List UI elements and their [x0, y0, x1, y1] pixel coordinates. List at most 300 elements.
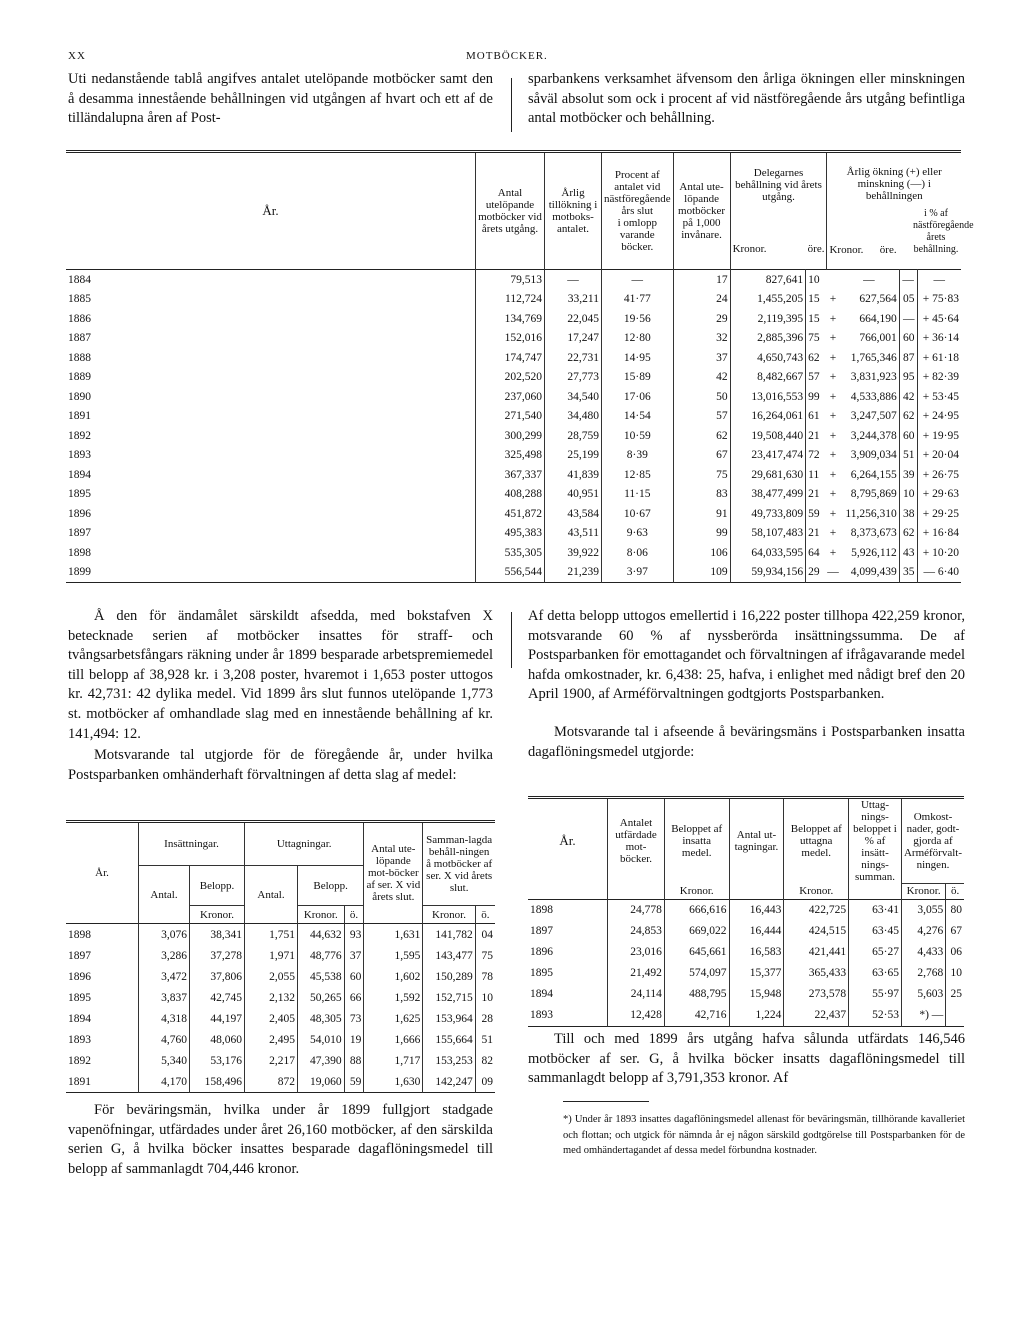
- table-row: [66, 1050, 495, 1071]
- table-cell: 3,831,923: [850, 371, 897, 384]
- table-cell: 15·89: [602, 368, 674, 388]
- table-cell: 1,592: [364, 987, 423, 1008]
- table-cell: 12,428: [608, 1005, 665, 1027]
- table-cell: 1895: [68, 488, 91, 501]
- table-cell: 11,256,310: [845, 507, 897, 520]
- table-cell: 424,515: [784, 921, 849, 942]
- table-cell: 87: [899, 348, 917, 368]
- table-row: [66, 407, 961, 427]
- table-cell: 50,265: [298, 987, 345, 1008]
- table-cell: 872: [245, 1071, 298, 1093]
- table-cell: 2,495: [245, 1029, 298, 1050]
- table-cell: 60: [344, 966, 364, 987]
- table-cell: —: [899, 270, 917, 290]
- table-cell: 150,289: [423, 966, 475, 987]
- table-cell: 48,060: [190, 1029, 245, 1050]
- table-cell: 141,782: [423, 924, 475, 946]
- table-cell: 10: [806, 270, 827, 290]
- table-row: [66, 1008, 495, 1029]
- table-cell: 1893: [530, 1009, 553, 1021]
- table-cell: 43: [899, 543, 917, 563]
- series-x-table: År. Insättningar. Uttagningar. Antal ute-löpande mot-böcker af ser. X vid årets slut. Samman-lagda behåll-ningen å motböcker af ser. X vid årets slut. Antal. Belopp. Antal. Belopp. Kronor. Kronor. ö. Kronor. ö. 1898 3,076 38,341 1,751 44,632 93 1,631 141,782 04 1897 3,286 37,278 1,971 48,776 37 1,595 143,477 75 1896 3,472 37,806 2,055 45,538 60 1,602 150,289 78 1895 3,837 42,745 2,132 50,265 66 1,592 152,715 10 1894 4,318 44,197 2,405 48,305 73 1,625 153,964 28 1893 4,760 48,060 2,495 54,010 19 1,666 155,664 51 1892 5,340 53,176 2,217 47,390 88 1,717 153,253 82 1891 4,170 158,496 872 19,060 59 1,630 142,247 09: [66, 820, 495, 1093]
- table-cell: 45,538: [298, 966, 345, 987]
- table-cell: 62: [806, 348, 827, 368]
- table-row: [66, 524, 961, 544]
- table-cell: 37: [344, 945, 364, 966]
- table-cell: 62: [673, 426, 730, 446]
- table-cell: 21,492: [608, 963, 665, 984]
- table-cell: 1,630: [364, 1071, 423, 1093]
- table-cell: 666,616: [664, 899, 729, 921]
- table-cell: + 53·45: [917, 387, 961, 407]
- table-row: [66, 465, 961, 485]
- kronor-label: Kronor.: [732, 243, 767, 255]
- ore-label: öre.: [807, 243, 825, 255]
- table-cell: + 61·18: [917, 348, 961, 368]
- table-cell: 37: [673, 348, 730, 368]
- para-right-3: Till och med 1899 års utgång hafva sålunda utfärdats 146,546 motböcker af ser. G, å hvilka böcker insatts dagaflöningsmedel till sammanlagdt belopp af 3,791,353 kronor. Af: [528, 1031, 965, 1087]
- table-cell: 271,540: [476, 407, 545, 427]
- motbocker-table: [66, 150, 974, 583]
- table-cell: 1887: [68, 332, 91, 345]
- table-cell: 365,433: [784, 963, 849, 984]
- table-row: [66, 924, 495, 946]
- table-row: [66, 290, 961, 310]
- table-cell: +: [829, 468, 837, 481]
- table-cell: 32: [673, 329, 730, 349]
- table-row: [528, 942, 964, 963]
- table-cell: 535,305: [476, 543, 545, 563]
- table-cell: 16,583: [729, 942, 784, 963]
- footnote-rule: [563, 1101, 649, 1102]
- table-cell: 23,016: [608, 942, 665, 963]
- table-cell: 10: [899, 485, 917, 505]
- table-cell: 33,211: [545, 290, 602, 310]
- col-change: Årlig ökning (+) eller minskning (—) i behållningen Kronor. öre. i % af nästföregående årets behållning.: [827, 152, 961, 270]
- col-percent: Procent af antalet vid nästföregående års slut i omlopp varande böcker.: [602, 152, 674, 270]
- table-cell: —: [602, 270, 674, 290]
- table-cell: + 75·83: [917, 290, 961, 310]
- table-cell: 556,544: [476, 563, 545, 583]
- table-cell: 10·67: [602, 504, 674, 524]
- table-cell: 49,733,809: [730, 504, 806, 524]
- table-cell: 52·53: [849, 1005, 902, 1027]
- table-cell: 8,795,869: [850, 488, 897, 501]
- table-cell: 50: [673, 387, 730, 407]
- table-cell: 1,602: [364, 966, 423, 987]
- table-cell: 88: [344, 1050, 364, 1071]
- table-cell: 109: [673, 563, 730, 583]
- table-cell: 3,837: [139, 987, 190, 1008]
- table-cell: 24: [673, 290, 730, 310]
- table-cell: 1893: [68, 449, 91, 462]
- table-cell: 1,224: [729, 1005, 784, 1027]
- table-cell: 38: [899, 504, 917, 524]
- table-cell: + 19·95: [917, 426, 961, 446]
- table-row: [66, 1029, 495, 1050]
- table-cell: 29,681,630: [730, 465, 806, 485]
- table-cell: 9·63: [602, 524, 674, 544]
- intro-left: Uti nedanstående tablå angifves antalet utelöpande motböcker samt den å desamma innestående behållningen vid utgången af hvart och ett af de tilländalupna åren af Post-: [68, 71, 493, 127]
- table-cell: 1898: [68, 928, 91, 941]
- table-cell: 1896: [68, 507, 91, 520]
- table-cell: 24,114: [608, 984, 665, 1005]
- table-cell: 3,076: [139, 924, 190, 946]
- col-count: Antal utelöpande motböcker vid årets utgång.: [476, 152, 545, 270]
- table-cell: 57: [806, 368, 827, 388]
- table-cell: 4,433: [901, 942, 945, 963]
- table-cell: +: [829, 410, 837, 423]
- table-cell: 2,119,395: [730, 309, 806, 329]
- table-cell: 1,971: [245, 945, 298, 966]
- table-cell: 17: [673, 270, 730, 290]
- table-cell: 8,482,667: [730, 368, 806, 388]
- table-row: [66, 309, 961, 329]
- table-cell: 10: [475, 987, 495, 1008]
- table-cell: 63·45: [849, 921, 902, 942]
- table-cell: +: [829, 546, 837, 559]
- table-cell: 72: [806, 446, 827, 466]
- table-cell: 75: [475, 945, 495, 966]
- table-cell: 51: [899, 446, 917, 466]
- table-cell: 60: [899, 329, 917, 349]
- table-cell: 59: [806, 504, 827, 524]
- intro-right: sparbankens verksamhet äfvensom den årliga ökningen eller minskningen såväl absolut som ock i procent af vid nästföregående års utgång befintliga antal motböcker och behållning.: [528, 71, 965, 127]
- table-cell: 2,132: [245, 987, 298, 1008]
- table-cell: +: [829, 390, 837, 403]
- table-cell: 202,520: [476, 368, 545, 388]
- table-cell: 58,107,483: [730, 524, 806, 544]
- table-cell: 12·80: [602, 329, 674, 349]
- table-cell: 1891: [68, 410, 91, 423]
- table-row: [528, 963, 964, 984]
- table-cell: 1899: [68, 566, 91, 579]
- table-cell: 37,278: [190, 945, 245, 966]
- table-cell: 152,715: [423, 987, 475, 1008]
- table-cell: 06: [946, 942, 964, 963]
- table-cell: 237,060: [476, 387, 545, 407]
- table-cell: 1891: [68, 1075, 91, 1088]
- table-cell: 2,885,396: [730, 329, 806, 349]
- table-row: [528, 899, 964, 921]
- table-cell: 60: [899, 426, 917, 446]
- table-cell: 29: [673, 309, 730, 329]
- table-row: [66, 329, 961, 349]
- table-cell: 17·06: [602, 387, 674, 407]
- table-cell: 1896: [530, 946, 553, 958]
- table-row: [66, 387, 961, 407]
- table-cell: + 26·75: [917, 465, 961, 485]
- table-cell: 106: [673, 543, 730, 563]
- table-cell: 1898: [530, 904, 553, 916]
- table-cell: 21,239: [545, 563, 602, 583]
- table-row: [66, 966, 495, 987]
- table-cell: 53,176: [190, 1050, 245, 1071]
- table-cell: 5,926,112: [851, 546, 897, 559]
- column-divider: [511, 78, 512, 132]
- table-cell: 1892: [68, 429, 91, 442]
- table-cell: 1895: [530, 967, 553, 979]
- table-row: [66, 543, 961, 563]
- table-cell: 174,747: [476, 348, 545, 368]
- table-cell: 40,951: [545, 485, 602, 505]
- table-cell: 143,477: [423, 945, 475, 966]
- table-cell: + 82·39: [917, 368, 961, 388]
- table-cell: 4,099,439: [850, 566, 897, 579]
- table-cell: 4,533,886: [850, 390, 897, 403]
- table-cell: 1884: [68, 273, 91, 286]
- table-row: [66, 270, 961, 290]
- table-cell: 1,666: [364, 1029, 423, 1050]
- table-row: [66, 485, 961, 505]
- table-cell: 11·15: [602, 485, 674, 505]
- table-cell: 1,765,346: [850, 351, 897, 364]
- table-cell: [827, 270, 839, 290]
- table-cell: —: [545, 270, 602, 290]
- table-cell: 48,305: [298, 1008, 345, 1029]
- table-cell: 61: [806, 407, 827, 427]
- table-cell: 19,508,440: [730, 426, 806, 446]
- table-cell: + 29·25: [917, 504, 961, 524]
- footnote: *) Under år 1893 insattes dagaflöningsmedel allenast för beväringsmän, tillhörande kavalleriet och flottan; och utgick för nämnda år ej någon särskild godtgörelse till Postsparbanken för de med omhändertagandet af dessa medel förbundna kostnader.: [563, 1114, 965, 1156]
- table-cell: 422,725: [784, 899, 849, 921]
- table-cell: 3·97: [602, 563, 674, 583]
- table-cell: 39: [899, 465, 917, 485]
- table-cell: — 6·40: [917, 563, 961, 583]
- page-number: XX: [68, 50, 86, 62]
- col-increase: Årlig tillökning i motboks-antalet.: [545, 152, 602, 270]
- table-cell: 2,405: [245, 1008, 298, 1029]
- table-cell: 24,778: [608, 899, 665, 921]
- col-per1000: Antal ute-löpande motböcker på 1,000 invånare.: [673, 152, 730, 270]
- table-cell: —: [827, 566, 839, 579]
- table-cell: + 10·20: [917, 543, 961, 563]
- col-year: År.: [66, 152, 476, 270]
- table-cell: 495,383: [476, 524, 545, 544]
- table-row: [528, 1005, 964, 1027]
- table-cell: 4,650,743: [730, 348, 806, 368]
- table-cell: 44,632: [298, 924, 345, 946]
- table-cell: 153,964: [423, 1008, 475, 1029]
- table-cell: 41·77: [602, 290, 674, 310]
- table-cell: 4,760: [139, 1029, 190, 1050]
- table-cell: 5,603: [901, 984, 945, 1005]
- table-cell: +: [829, 449, 837, 462]
- table-cell: 1,625: [364, 1008, 423, 1029]
- table-cell: 42,745: [190, 987, 245, 1008]
- table-cell: 664,190: [859, 312, 897, 325]
- table-cell: 59,934,156: [730, 563, 806, 583]
- table-cell: +: [829, 332, 837, 345]
- table-cell: 15,948: [729, 984, 784, 1005]
- table-cell: + 16·84: [917, 524, 961, 544]
- table-cell: 64: [806, 543, 827, 563]
- table-cell: 1895: [68, 991, 91, 1004]
- table-cell: 55·97: [849, 984, 902, 1005]
- table-cell: 42: [673, 368, 730, 388]
- table-cell: 3,055: [901, 899, 945, 921]
- table-cell: 10·59: [602, 426, 674, 446]
- table-row: [66, 563, 961, 583]
- table-cell: 1886: [68, 312, 91, 325]
- table-cell: 3,286: [139, 945, 190, 966]
- table-cell: 67: [946, 921, 964, 942]
- table-cell: 367,337: [476, 465, 545, 485]
- table-cell: 5,340: [139, 1050, 190, 1071]
- table-cell: + 24·95: [917, 407, 961, 427]
- table-cell: 43,511: [545, 524, 602, 544]
- table-cell: 43,584: [545, 504, 602, 524]
- table-cell: 1896: [68, 970, 91, 983]
- para-right-1: Af detta belopp uttogos emellertid i 16,222 poster tillhopa 422,259 kronor, motsvarande 60 % af nyssberörda insättningssumma. De af Postsparbanken för emottagandet och förvaltningen af ifrågavarande medel hafda omkostnader, kr. 6,438: 25, hafva, i enlighet med nådigt bref den 20 April 1900, af Arméförvaltningen godtgjorts Postsparbanken. Motsvarande tal i afseende å beväringsmäns i Postsparbanken insatta dagaflöningsmedel utgjorde:: [528, 608, 965, 760]
- table-cell: 15: [806, 309, 827, 329]
- table-cell: 112,724: [476, 290, 545, 310]
- table-cell: 42: [899, 387, 917, 407]
- table-cell: 14·95: [602, 348, 674, 368]
- table-cell: 16,264,061: [730, 407, 806, 427]
- table-cell: 16,443: [729, 899, 784, 921]
- table-cell: 22,437: [784, 1005, 849, 1027]
- table-cell: 54,010: [298, 1029, 345, 1050]
- table-cell: + 36·14: [917, 329, 961, 349]
- table-cell: +: [829, 293, 837, 306]
- table-cell: 75: [806, 329, 827, 349]
- table-cell: 19,060: [298, 1071, 345, 1093]
- table-cell: 3,909,034: [850, 449, 897, 462]
- table-cell: 23,417,474: [730, 446, 806, 466]
- table-cell: + 20·04: [917, 446, 961, 466]
- table-cell: 22,045: [545, 309, 602, 329]
- table-cell: 1894: [68, 1012, 91, 1025]
- table-cell: 44,197: [190, 1008, 245, 1029]
- table-row: [66, 446, 961, 466]
- table-cell: 273,578: [784, 984, 849, 1005]
- table-cell: +: [829, 371, 837, 384]
- table-cell: [946, 1005, 964, 1027]
- table-cell: 79,513: [476, 270, 545, 290]
- para-left-1: Å den för ändamålet särskildt afsedda, med bokstafven X betecknade serien af motböcker insattes för straff- och tvångsarbetsfångars räkning under år 1899 besparade arbetspremiemedel till belopp af 38,928 kr. i 3,208 poster, hvaremot i 1,653 poster uttogos kr. 42,731: 42 dylika medel. Vid 1899 års slut funnos utelöpande 1,773 st. motböcker af omhandlade slag med en innestående behållning af kr. 141,494: 12. Motsvarande tal utgjorde för de föregående år, under hvilka Postsparbanken omhänderhaft förvaltningen af detta slag af medel:: [68, 608, 493, 783]
- table-cell: 153,253: [423, 1050, 475, 1071]
- table-cell: 574,097: [664, 963, 729, 984]
- table-cell: 21: [806, 485, 827, 505]
- table-cell: 4,170: [139, 1071, 190, 1093]
- table-cell: 35: [899, 563, 917, 583]
- table-cell: 65·27: [849, 942, 902, 963]
- para-left-3: För beväringsmän, hvilka under år 1899 fullgjort stadgade vapenöfningar, utfärdades under året 26,160 motböcker, af den särskilda serien G, å hvilka böcker insattes besparade dagaflöningsmedel till belopp af sammanlagdt 704,446 kronor.: [68, 1102, 493, 1177]
- table-cell: 82: [475, 1050, 495, 1071]
- table-cell: 1892: [68, 1054, 91, 1067]
- table-cell: 17,247: [545, 329, 602, 349]
- table-cell: 19: [344, 1029, 364, 1050]
- table-cell: —: [917, 270, 961, 290]
- table-cell: 11: [806, 465, 827, 485]
- table-cell: 21: [806, 426, 827, 446]
- table-cell: 59: [344, 1071, 364, 1093]
- table-cell: 93: [344, 924, 364, 946]
- table-cell: 1897: [68, 527, 91, 540]
- table-cell: +: [829, 312, 837, 325]
- table-cell: 19·56: [602, 309, 674, 329]
- table-cell: 8·06: [602, 543, 674, 563]
- table-cell: 6,264,155: [850, 468, 897, 481]
- table-cell: 04: [475, 924, 495, 946]
- table-cell: 62: [899, 407, 917, 427]
- table-cell: 1890: [68, 390, 91, 403]
- table-cell: 22,731: [545, 348, 602, 368]
- table-cell: 1889: [68, 371, 91, 384]
- table-cell: 1885: [68, 293, 91, 306]
- table-cell: 4,276: [901, 921, 945, 942]
- table-cell: +: [829, 527, 837, 540]
- table-cell: 10: [946, 963, 964, 984]
- table-cell: 99: [673, 524, 730, 544]
- table-cell: 3,472: [139, 966, 190, 987]
- table-cell: 29: [806, 563, 827, 583]
- table-cell: 15,377: [729, 963, 784, 984]
- table-cell: 28,759: [545, 426, 602, 446]
- col-deposits: Delegarnes behållning vid årets utgång. Kronor. öre.: [730, 152, 827, 270]
- table-cell: 25: [946, 984, 964, 1005]
- table-row: [66, 1071, 495, 1093]
- table-cell: 2,055: [245, 966, 298, 987]
- table-cell: 13,016,553: [730, 387, 806, 407]
- table-cell: 2,217: [245, 1050, 298, 1071]
- table-cell: 28: [475, 1008, 495, 1029]
- table-row: [66, 945, 495, 966]
- column-divider: [511, 612, 512, 668]
- table-cell: 57: [673, 407, 730, 427]
- table-cell: 38,477,499: [730, 485, 806, 505]
- table-cell: 1,595: [364, 945, 423, 966]
- table-cell: —: [863, 273, 875, 286]
- table-row: [528, 921, 964, 942]
- table-cell: 627,564: [859, 293, 897, 306]
- table-cell: 05: [899, 290, 917, 310]
- table-cell: 1888: [68, 351, 91, 364]
- table-cell: 78: [475, 966, 495, 987]
- table-cell: 3,244,378: [850, 429, 897, 442]
- table-cell: *) —: [901, 1005, 945, 1027]
- table-cell: 14·54: [602, 407, 674, 427]
- table-cell: 63·41: [849, 899, 902, 921]
- table-cell: +: [829, 488, 837, 501]
- table-cell: 09: [475, 1071, 495, 1093]
- table-cell: 155,664: [423, 1029, 475, 1050]
- table-cell: 645,661: [664, 942, 729, 963]
- table-cell: 91: [673, 504, 730, 524]
- table-cell: 16,444: [729, 921, 784, 942]
- table-cell: + 45·64: [917, 309, 961, 329]
- table-cell: 62: [899, 524, 917, 544]
- table-cell: 1894: [530, 988, 553, 1000]
- table-cell: 134,769: [476, 309, 545, 329]
- table-cell: 1894: [68, 468, 91, 481]
- table-row: [66, 368, 961, 388]
- table-cell: 38,341: [190, 924, 245, 946]
- table-cell: 66: [344, 987, 364, 1008]
- running-title: MOTBÖCKER.: [466, 50, 548, 62]
- table-cell: 51: [475, 1029, 495, 1050]
- table-cell: 34,540: [545, 387, 602, 407]
- table-row: [66, 426, 961, 446]
- table-cell: 669,022: [664, 921, 729, 942]
- table-cell: +: [829, 507, 837, 520]
- table-cell: 75: [673, 465, 730, 485]
- table-cell: 42,716: [664, 1005, 729, 1027]
- table-cell: 488,795: [664, 984, 729, 1005]
- table-cell: 1893: [68, 1033, 91, 1046]
- table-cell: 451,872: [476, 504, 545, 524]
